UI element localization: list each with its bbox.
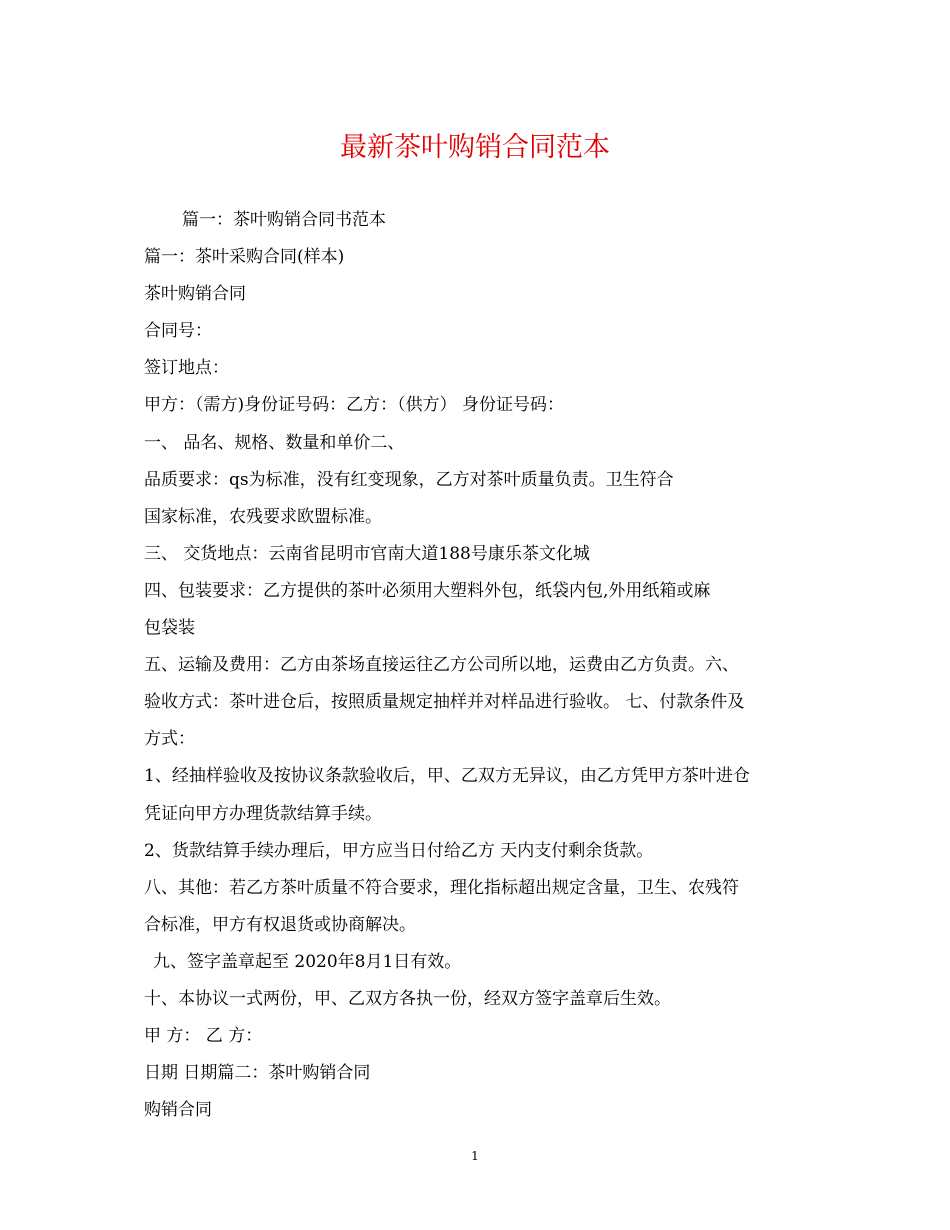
- text-line: 包袋装: [144, 618, 195, 639]
- text-line: 合同号：: [144, 321, 212, 342]
- text-line: 品质要求：qs为标准，没有红变现象，乙方对茶叶质量负责。卫生符合: [144, 469, 674, 490]
- text-line: 四、包装要求：乙方提供的茶叶必须用大塑料外包，纸袋内包,外用纸箱或麻: [144, 580, 711, 601]
- document-title: 最新茶叶购销合同范本: [340, 132, 610, 163]
- text-line: 1、经抽样验收及按协议条款验收后，甲、乙双方无异议，由乙方凭甲方茶叶进仓: [144, 766, 750, 787]
- text-line: 方式：: [144, 729, 195, 750]
- text-line: 国家标准，农残要求欧盟标准。: [144, 506, 382, 527]
- text-line: 甲方：（需方)身份证号码：乙方：（供方） 身份证号码：: [144, 395, 565, 416]
- text-line: 五、运输及费用：乙方由茶场直接运往乙方公司所以地，运费由乙方负责。六、: [144, 655, 739, 676]
- text-line: 合标准，甲方有权退货或协商解决。: [144, 914, 416, 935]
- text-line: 一、 品名、规格、数量和单价二、: [144, 432, 405, 453]
- text-line: 篇一：茶叶采购合同(样本): [144, 247, 345, 268]
- text-line: 购销合同: [144, 1100, 212, 1121]
- text-line: 八、其他：若乙方茶叶质量不符合要求，理化指标超出规定含量，卫生、农残符: [144, 877, 739, 898]
- text-line: 签订地点：: [144, 358, 229, 379]
- text-line: 九、签字盖章起至 2020年8月1日有效。: [153, 951, 462, 972]
- text-line: 三、 交货地点：云南省昆明市官南大道188号康乐茶文化城: [144, 543, 590, 564]
- text-line: 十、本协议一式两份，甲、乙双方各执一份，经双方签字盖章后生效。: [144, 988, 671, 1009]
- document-body: [144, 202, 824, 1129]
- text-line: 验收方式：茶叶进仓后，按照质量规定抽样并对样品进行验收。 七、付款条件及: [144, 692, 745, 713]
- text-line: 凭证向甲方办理货款结算手续。: [144, 803, 382, 824]
- text-line: 篇一：茶叶购销合同书范本: [182, 210, 386, 230]
- text-line: 日期 日期篇二：茶叶购销合同: [144, 1063, 371, 1084]
- text-line: 茶叶购销合同: [144, 284, 246, 305]
- text-line: 甲 方： 乙 方：: [144, 1026, 263, 1047]
- text-line: 2、货款结算手续办理后，甲方应当日付给乙方 天内支付剩余货款。: [144, 840, 654, 861]
- page-number: 1: [471, 1149, 479, 1163]
